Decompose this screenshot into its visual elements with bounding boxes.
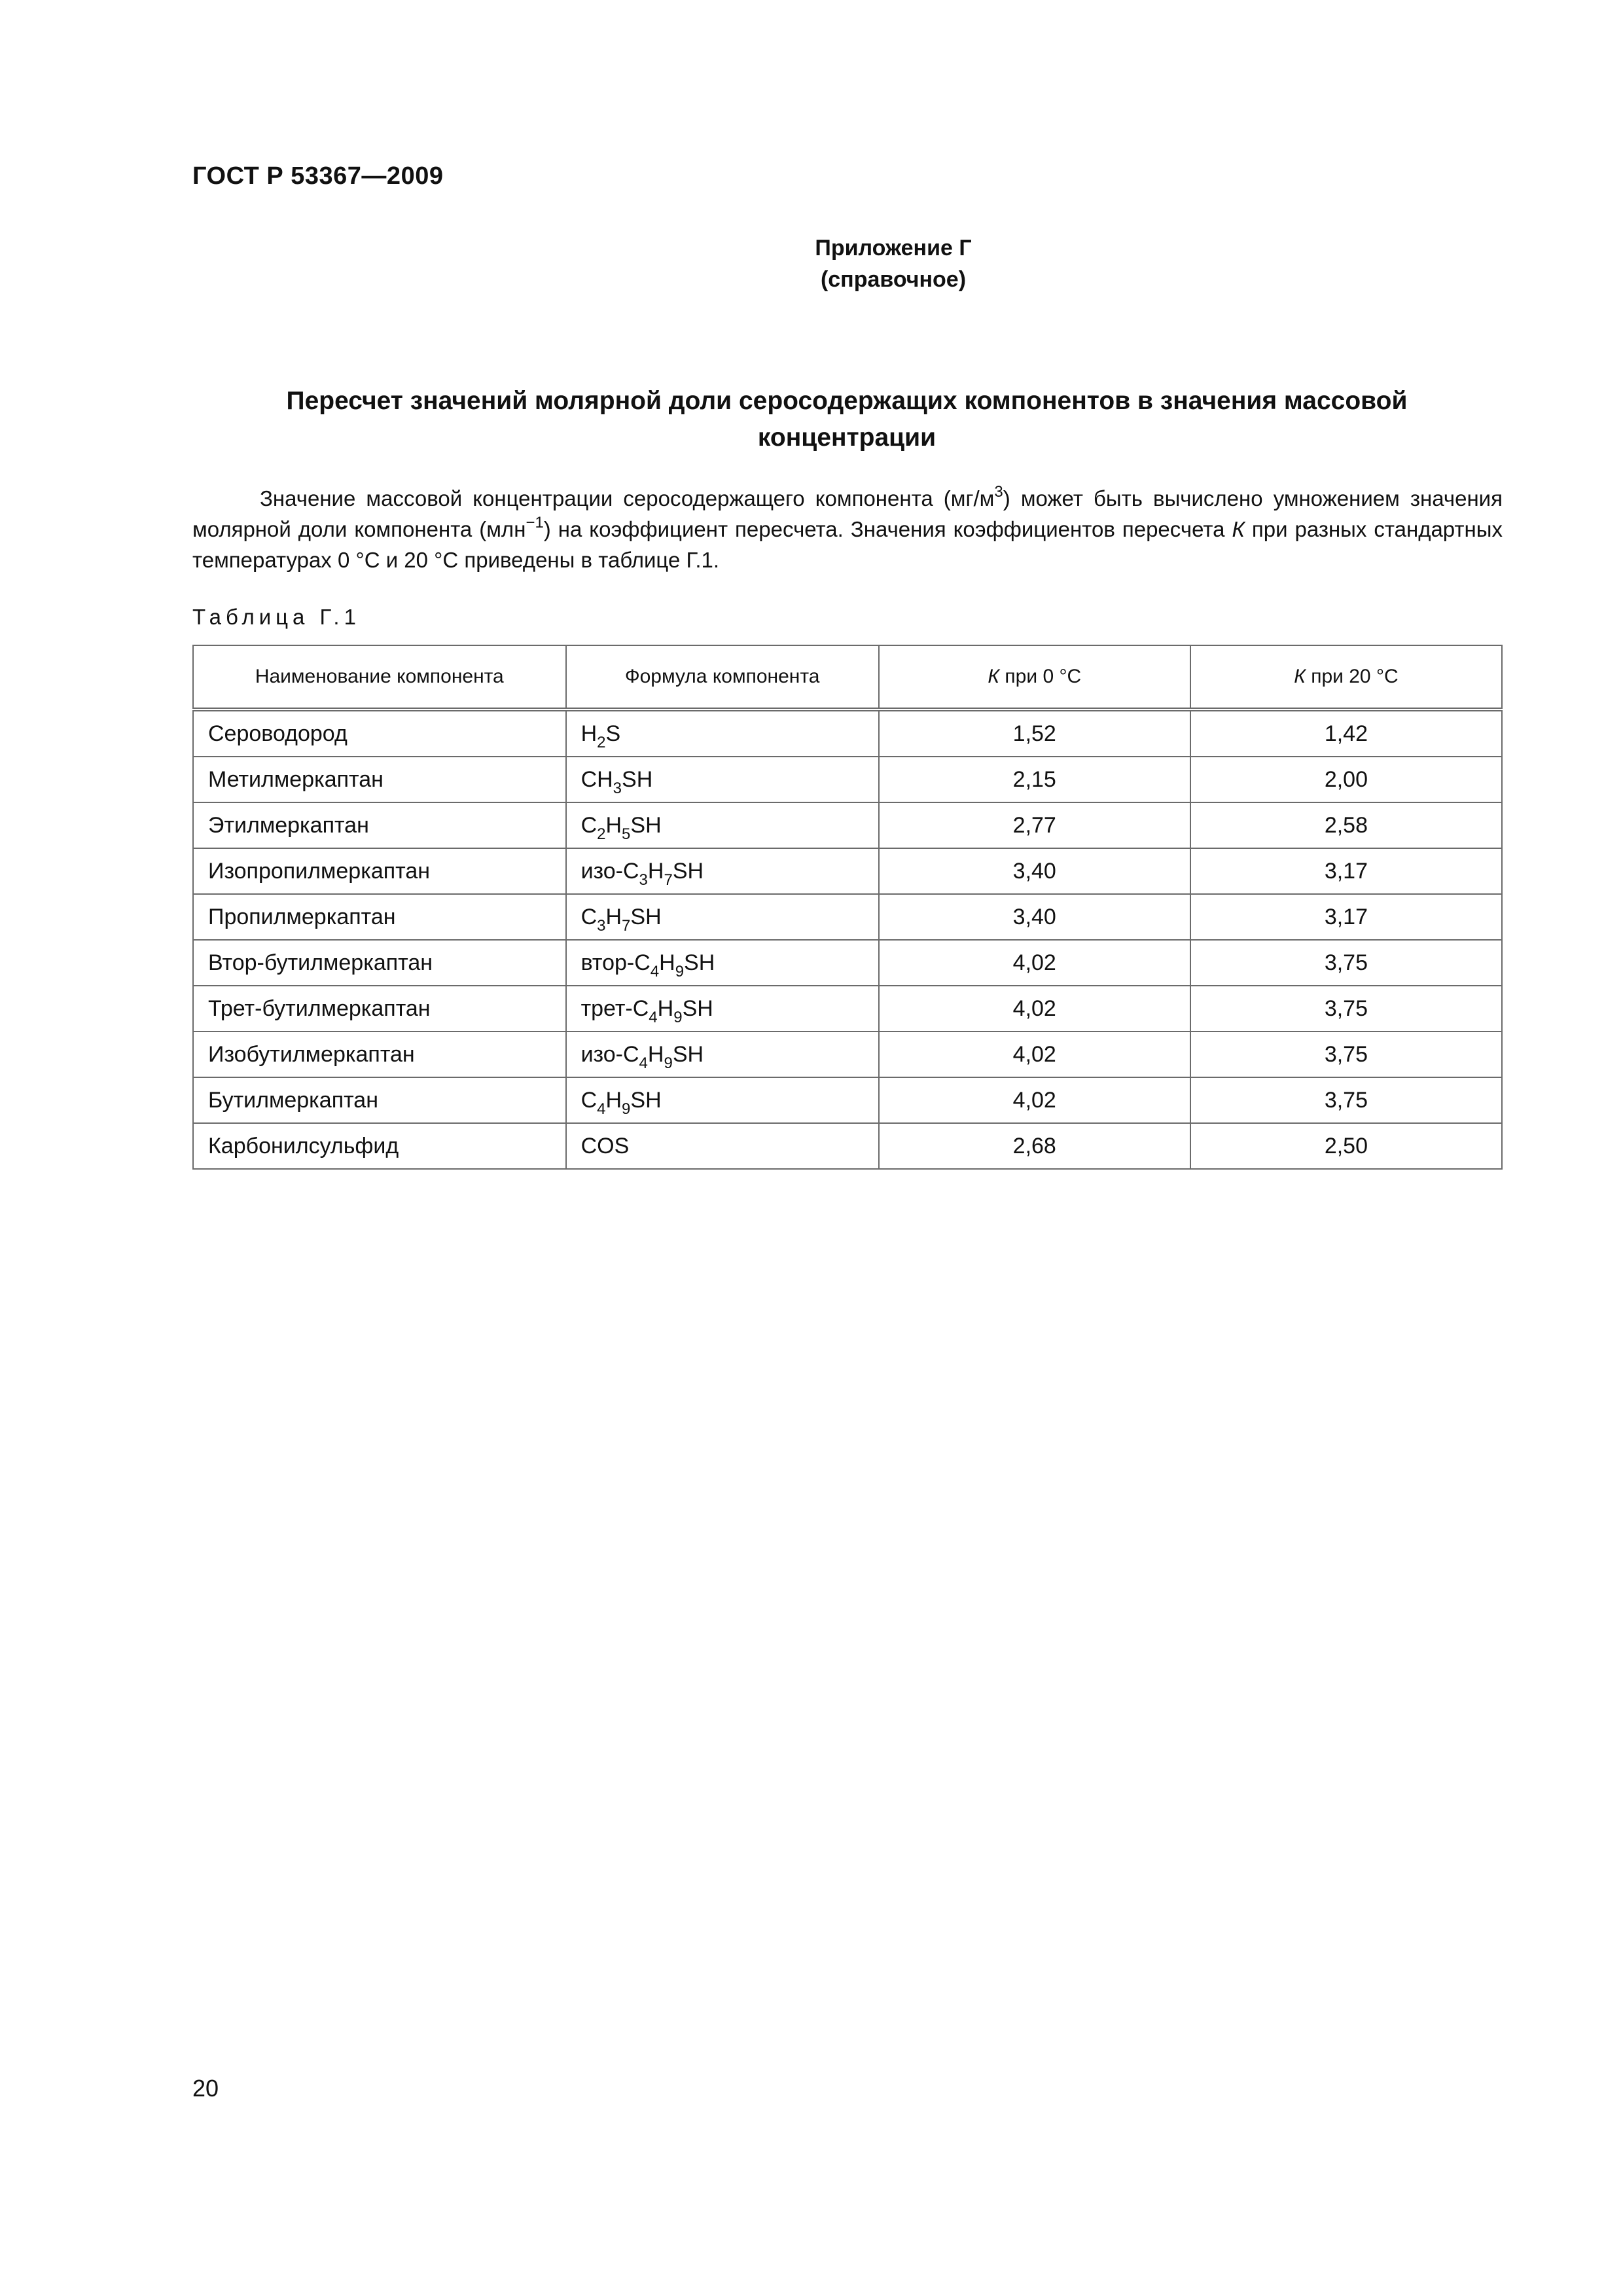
formula-subscript: 5: [622, 825, 631, 844]
formula-text: H: [605, 1087, 622, 1113]
k-0c-cell: 3,40: [879, 848, 1190, 894]
formula-subscript: 7: [664, 871, 673, 889]
header-k-20c: [1190, 645, 1502, 709]
appendix-type: (справочное): [820, 267, 967, 292]
component-formula-cell: [566, 986, 879, 1031]
table-row: [193, 986, 1502, 1031]
formula-text: изо-C: [580, 858, 639, 884]
k-0c-cell: 4,02: [879, 1077, 1190, 1123]
formula-text: COS: [580, 1133, 630, 1158]
formula-text: SH: [684, 950, 715, 975]
appendix-heading: [681, 232, 1106, 295]
header-component-formula: Формула компонента: [566, 645, 879, 709]
k-0c-cell: 2,68: [879, 1123, 1190, 1169]
table-row: [193, 1123, 1502, 1169]
formula-text: C: [580, 812, 597, 838]
formula-subscript: 2: [597, 734, 606, 752]
component-name-cell: Изобутилмеркаптан: [193, 1031, 566, 1077]
component-formula-cell: [566, 1123, 879, 1169]
formula-text: H: [647, 858, 664, 884]
formula-subscript: 3: [639, 871, 648, 889]
k-0c-cell: 2,77: [879, 802, 1190, 848]
section-title-line-2: концентрации: [757, 423, 936, 452]
table-row: [193, 757, 1502, 802]
formula-subscript: 4: [639, 1054, 648, 1073]
formula-text: изо-C: [580, 1041, 639, 1067]
formula-text: C: [580, 1087, 597, 1113]
formula-subscript: 4: [597, 1100, 606, 1119]
intro-paragraph: [192, 483, 1503, 575]
header-component-name: Наименование компонента: [193, 645, 566, 709]
table-row: [193, 848, 1502, 894]
k-20c-cell: 3,75: [1190, 1031, 1502, 1077]
formula-text: H: [605, 812, 622, 838]
table-caption: Таблица Г.1: [192, 605, 361, 629]
formula-text: SH: [622, 766, 653, 792]
table-header-row: [193, 645, 1502, 709]
appendix-label: Приложение Г: [815, 236, 972, 260]
component-formula-cell: [566, 757, 879, 802]
formula-text: SH: [672, 858, 704, 884]
k-0c-cell: 4,02: [879, 1031, 1190, 1077]
table-row: [193, 1031, 1502, 1077]
component-name-cell: Этилмеркаптан: [193, 802, 566, 848]
formula-text: втор-C: [580, 950, 651, 975]
table-row: [193, 1077, 1502, 1123]
formula-subscript: 9: [675, 963, 685, 981]
component-name-cell: Бутилмеркаптан: [193, 1077, 566, 1123]
formula-text: SH: [630, 1087, 662, 1113]
header-k-0c-label: при 0 °С: [999, 666, 1082, 687]
formula-subscript: 7: [622, 917, 631, 935]
component-name-cell: Карбонилсульфид: [193, 1123, 566, 1169]
k-0c-cell: 4,02: [879, 940, 1190, 986]
table-body: [193, 709, 1502, 1169]
formula-text: H: [580, 721, 597, 746]
component-formula-cell: [566, 802, 879, 848]
component-formula-cell: [566, 1031, 879, 1077]
formula-subscript: 2: [597, 825, 606, 844]
formula-text: S: [605, 721, 621, 746]
formula-text: H: [657, 996, 674, 1021]
conversion-table: [192, 645, 1503, 1170]
component-name-cell: Втор-бутилмеркаптан: [193, 940, 566, 986]
document-code: ГОСТ Р 53367—2009: [192, 162, 444, 190]
header-k-20c-label: при 20 °С: [1305, 666, 1399, 687]
component-name-cell: Сероводород: [193, 709, 566, 757]
k-20c-cell: 3,75: [1190, 940, 1502, 986]
table-row: [193, 894, 1502, 940]
formula-text: трет-C: [580, 996, 649, 1021]
k-0c-cell: 1,52: [879, 709, 1190, 757]
component-name-cell: Пропилмеркаптан: [193, 894, 566, 940]
k-20c-cell: 3,17: [1190, 848, 1502, 894]
component-formula-cell: [566, 848, 879, 894]
formula-text: H: [659, 950, 675, 975]
paragraph-k-symbol: К: [1232, 517, 1245, 541]
k-0c-cell: 3,40: [879, 894, 1190, 940]
k-20c-cell: 2,00: [1190, 757, 1502, 802]
k-20c-cell: 2,58: [1190, 802, 1502, 848]
paragraph-text-4: при разных стандартных температурах 0 °С и 20 °С приведены в таблице Г.1.: [192, 517, 1503, 572]
component-formula-cell: [566, 709, 879, 757]
formula-subscript: 9: [664, 1054, 673, 1073]
section-title: [192, 383, 1501, 456]
k-0c-cell: 4,02: [879, 986, 1190, 1031]
formula-text: H: [605, 904, 622, 929]
k-20c-cell: 1,42: [1190, 709, 1502, 757]
component-formula-cell: [566, 1077, 879, 1123]
component-name-cell: Метилмеркаптан: [193, 757, 566, 802]
k-20c-cell: 3,17: [1190, 894, 1502, 940]
paragraph-sup-2: −1: [526, 514, 544, 531]
k-20c-cell: 3,75: [1190, 986, 1502, 1031]
formula-subscript: 4: [650, 963, 660, 981]
formula-subscript: 4: [649, 1009, 658, 1027]
formula-subscript: 9: [622, 1100, 631, 1119]
k-20c-cell: 3,75: [1190, 1077, 1502, 1123]
k-20c-cell: 2,50: [1190, 1123, 1502, 1169]
k-0c-cell: 2,15: [879, 757, 1190, 802]
formula-subscript: 3: [597, 917, 606, 935]
header-k-0c-symbol: К: [988, 666, 1000, 687]
formula-text: SH: [630, 812, 662, 838]
formula-text: CH: [580, 766, 613, 792]
formula-subscript: 9: [673, 1009, 683, 1027]
table-row: [193, 802, 1502, 848]
paragraph-text-2: ) может быть вычислено умножением значения молярной доли компонента (млн: [192, 486, 1503, 541]
component-formula-cell: [566, 940, 879, 986]
formula-text: SH: [682, 996, 713, 1021]
paragraph-text-1: Значение массовой концентрации серосодержащего компонента (мг/м: [260, 486, 995, 511]
component-formula-cell: [566, 894, 879, 940]
formula-subscript: 3: [613, 780, 622, 798]
component-name-cell: Изопропилмеркаптан: [193, 848, 566, 894]
header-k-20c-symbol: К: [1294, 666, 1306, 687]
page-number: 20: [192, 2075, 219, 2102]
component-name-cell: Трет-бутилмеркаптан: [193, 986, 566, 1031]
paragraph-sup-1: 3: [994, 483, 1003, 501]
table-row: [193, 709, 1502, 757]
paragraph-text-3: ) на коэффициент пересчета. Значения коэффициентов пересчета: [543, 517, 1232, 541]
formula-text: H: [647, 1041, 664, 1067]
section-title-line-1: Пересчет значений молярной доли серосодержащих компонентов в значения массовой: [286, 387, 1408, 415]
formula-text: SH: [672, 1041, 704, 1067]
formula-text: SH: [630, 904, 662, 929]
header-k-0c: [879, 645, 1190, 709]
table-row: [193, 940, 1502, 986]
formula-text: C: [580, 904, 597, 929]
